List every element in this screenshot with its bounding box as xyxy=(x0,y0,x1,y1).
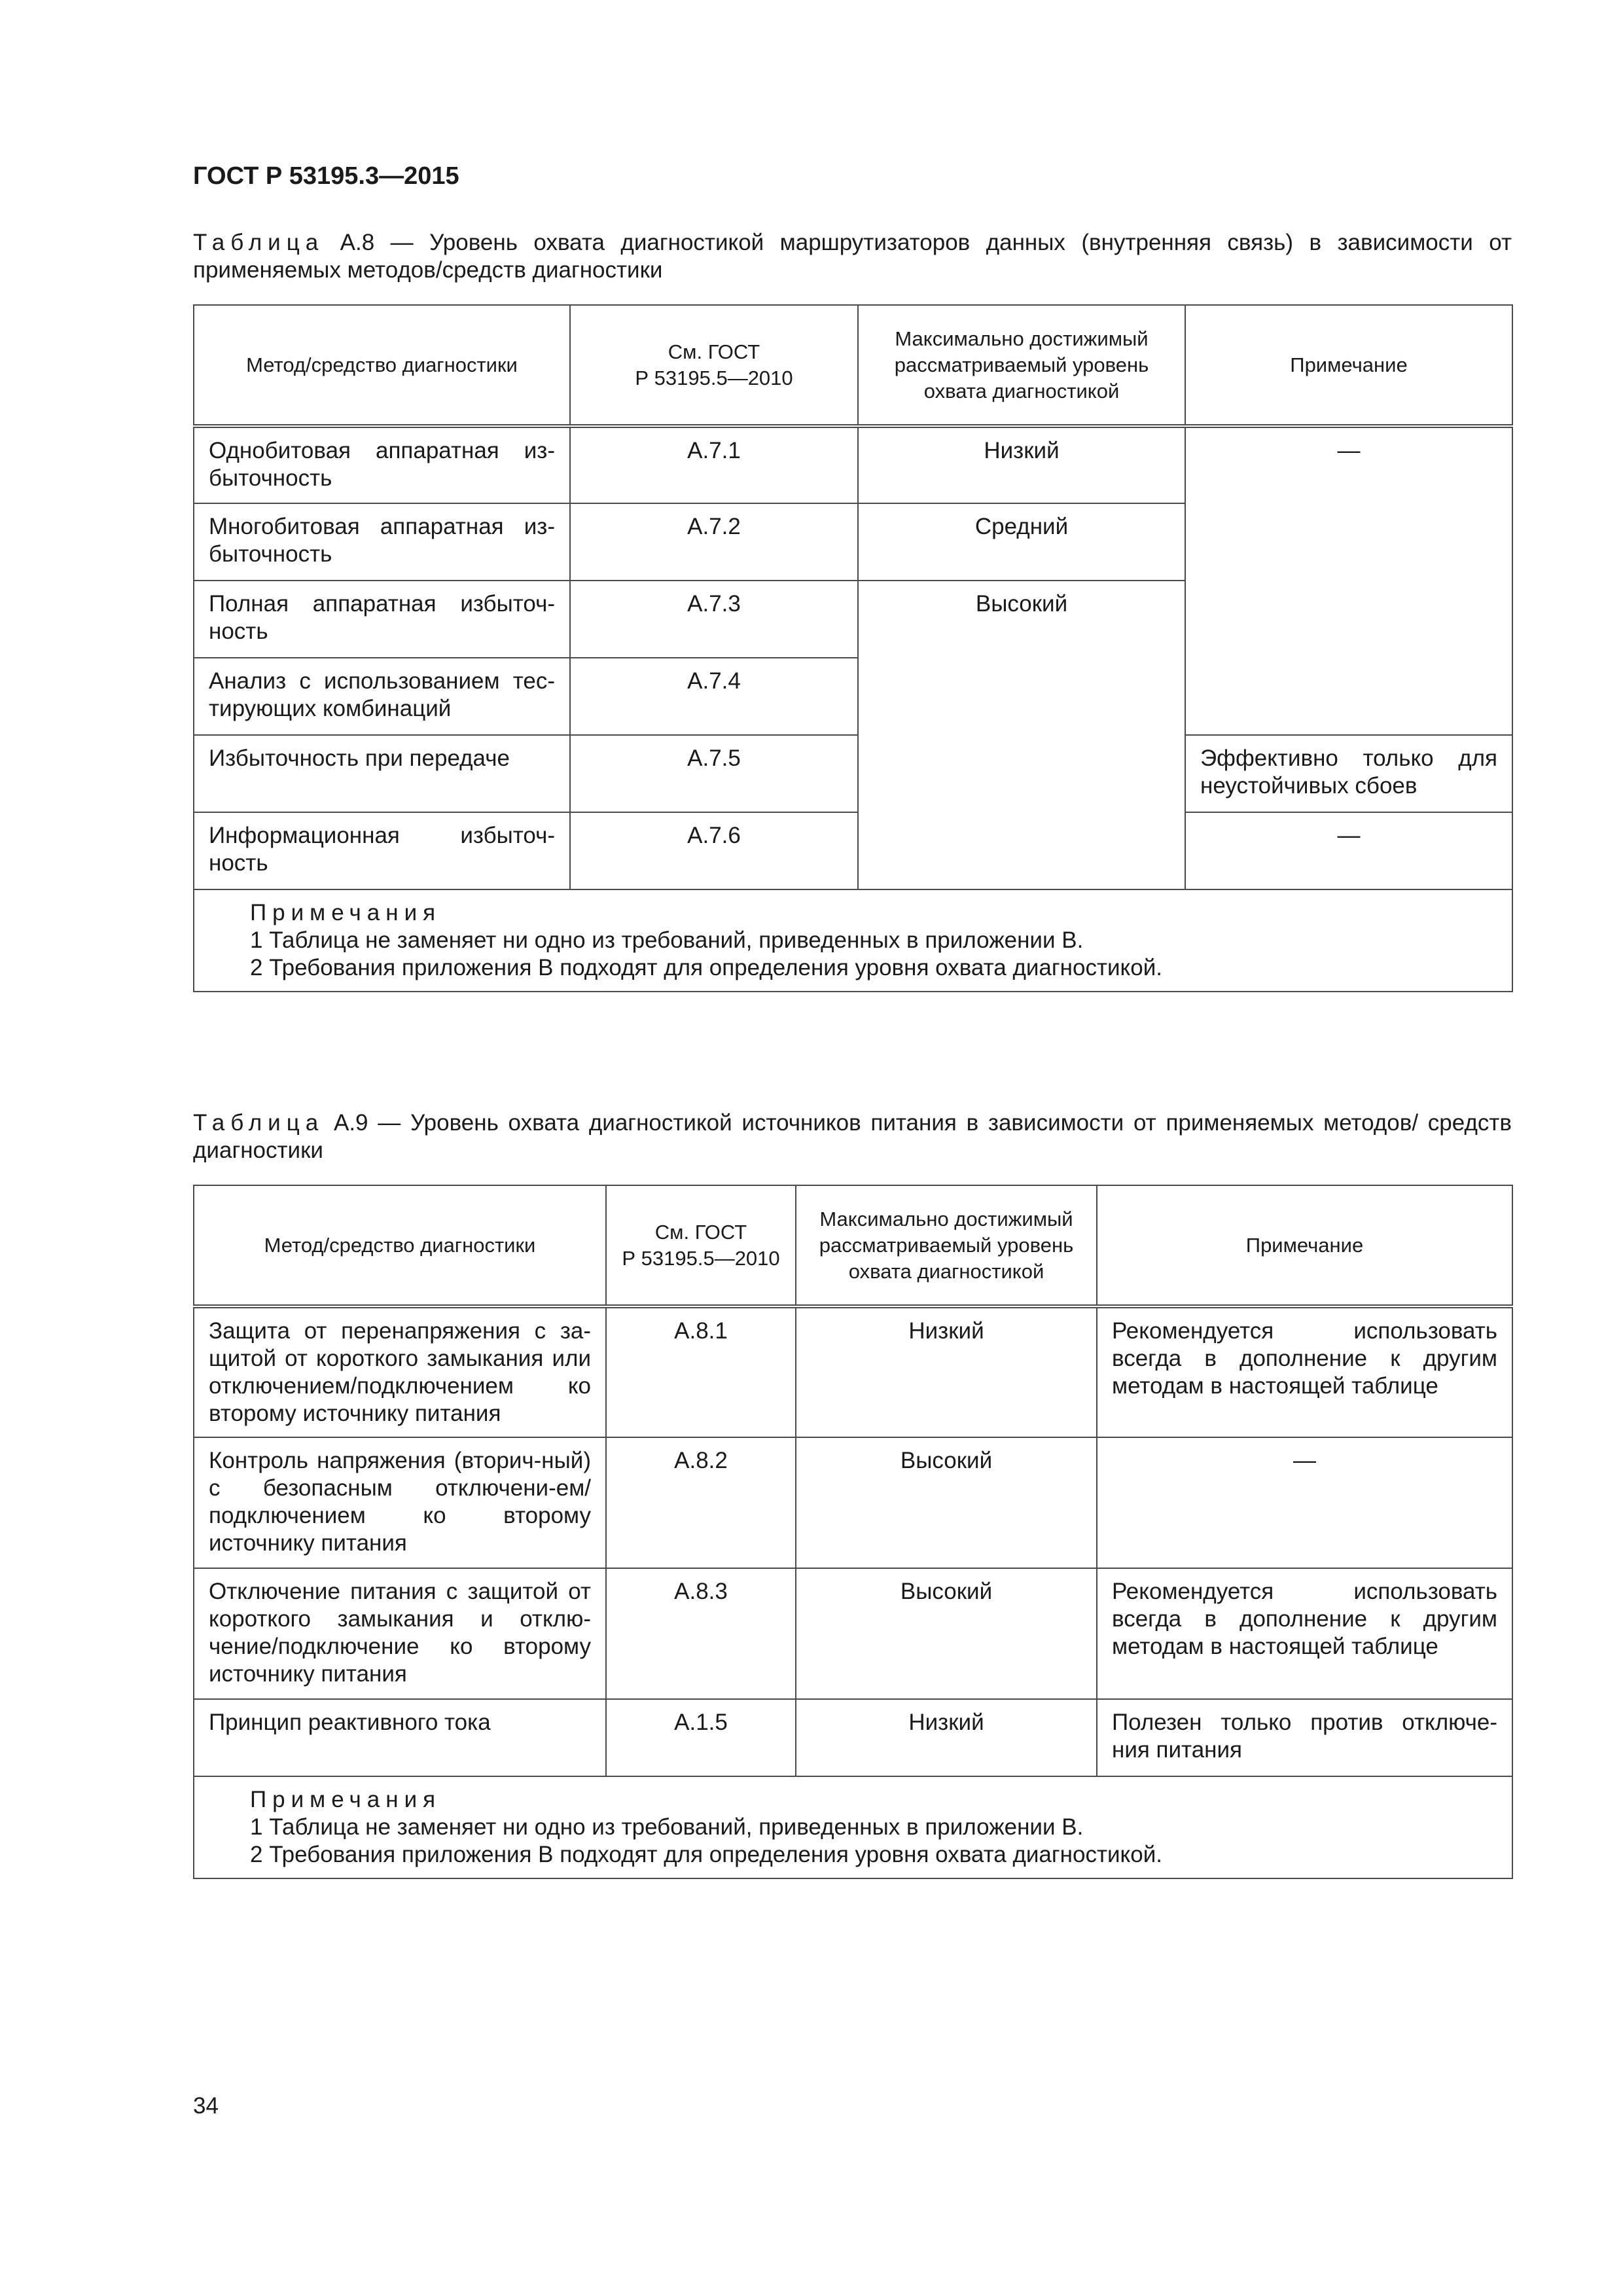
header-note: Примечание xyxy=(1097,1185,1512,1306)
header-ref-line2: Р 53195.5—2010 xyxy=(635,366,793,389)
table-row xyxy=(194,735,1512,812)
note-cell: Эффективно только для неустойчивых сбоев xyxy=(1185,735,1512,812)
table-a8-caption xyxy=(193,229,1512,284)
note-item: 1 Таблица не заменяет ни одно из требований, приведенных в приложении В. xyxy=(250,1814,1084,1840)
note-cell: — xyxy=(1097,1437,1512,1568)
note-cell: — xyxy=(1185,812,1512,889)
table-a8-caption-prefix: Таблица xyxy=(193,230,325,255)
header-ref-line1: См. ГОСТ xyxy=(668,340,760,363)
level-cell: Высокий xyxy=(796,1437,1097,1568)
note-cell-merged-dash: — xyxy=(1185,426,1512,735)
ref-cell: А.8.3 xyxy=(606,1568,796,1699)
standard-header: ГОСТ Р 53195.3—2015 xyxy=(193,162,459,190)
ref-cell: А.8.2 xyxy=(606,1437,796,1568)
table-notes-row xyxy=(194,1776,1512,1878)
header-level: Максимально достижимый рассматриваемый уровень охвата диагностикой xyxy=(796,1185,1097,1306)
note-cell: Рекомендуется использовать всегда в дополнение к другим методам в настоящей таблице xyxy=(1097,1568,1512,1699)
table-row xyxy=(194,1306,1512,1437)
ref-cell: А.1.5 xyxy=(606,1699,796,1776)
table-a8 xyxy=(193,304,1513,992)
method-cell: Полная аппаратная избыточ-ность xyxy=(194,581,570,658)
level-cell: Средний xyxy=(858,503,1185,581)
method-cell: Многобитовая аппаратная из-быточность xyxy=(194,503,570,581)
header-method: Метод/средство диагностики xyxy=(194,305,570,426)
table-row xyxy=(194,1568,1512,1699)
ref-cell: А.8.1 xyxy=(606,1306,796,1437)
table-a8-header-row xyxy=(194,305,1512,426)
table-a9 xyxy=(193,1185,1513,1879)
method-cell: Защита от перенапряжения с за-щитой от короткого замыкания или отключением/подключением ко второму источнику питания xyxy=(194,1306,606,1437)
note-item: 2 Требования приложения В подходят для определения уровня охвата диагностикой. xyxy=(250,955,1162,980)
note-cell: Полезен только против отключе-ния питания xyxy=(1097,1699,1512,1776)
note-item: 2 Требования приложения В подходят для определения уровня охвата диагностикой. xyxy=(250,1842,1162,1867)
header-ref xyxy=(570,305,858,426)
ref-cell: А.7.6 xyxy=(570,812,858,889)
header-level: Максимально достижимый рассматриваемый уровень охвата диагностикой xyxy=(858,305,1185,426)
ref-cell: А.7.1 xyxy=(570,426,858,503)
notes-title: Примечания xyxy=(250,1787,442,1812)
level-cell: Высокий xyxy=(796,1568,1097,1699)
table-a9-header-row xyxy=(194,1185,1512,1306)
ref-cell: А.7.3 xyxy=(570,581,858,658)
ref-cell: А.7.4 xyxy=(570,658,858,735)
header-method: Метод/средство диагностики xyxy=(194,1185,606,1306)
table-a9-caption-text: А.9 — Уровень охвата диагностикой источников питания в зависимости от применяемых методов/ средств диагностики xyxy=(193,1110,1512,1163)
method-cell: Принцип реактивного тока xyxy=(194,1699,606,1776)
ref-cell: А.7.2 xyxy=(570,503,858,581)
header-ref-line1: См. ГОСТ xyxy=(654,1220,747,1244)
table-row xyxy=(194,812,1512,889)
page-number: 34 xyxy=(193,2093,219,2119)
table-a9-caption xyxy=(193,1109,1512,1164)
level-cell: Низкий xyxy=(858,426,1185,503)
method-cell: Анализ с использованием тес-тирующих комбинаций xyxy=(194,658,570,735)
table-row xyxy=(194,426,1512,503)
ref-cell: А.7.5 xyxy=(570,735,858,812)
method-cell: Однобитовая аппаратная из-быточность xyxy=(194,426,570,503)
table-notes xyxy=(194,889,1512,992)
table-row xyxy=(194,1699,1512,1776)
method-cell: Контроль напряжения (вторич-ный) с безопасным отключени-ем/подключением ко второму источнику питания xyxy=(194,1437,606,1568)
level-cell-merged-high: Высокий xyxy=(858,581,1185,889)
notes-title: Примечания xyxy=(250,900,442,925)
level-cell: Низкий xyxy=(796,1306,1097,1437)
note-cell: Рекомендуется использовать всегда в дополнение к другим методам в настоящей таблице xyxy=(1097,1306,1512,1437)
method-cell: Избыточность при передаче xyxy=(194,735,570,812)
table-notes-row xyxy=(194,889,1512,992)
table-a8-caption-text: А.8 — Уровень охвата диагностикой маршрутизаторов данных (внутренняя связь) в зависимости от применяемых методов/средств диагностики xyxy=(193,230,1512,283)
table-notes xyxy=(194,1776,1512,1878)
table-row xyxy=(194,1437,1512,1568)
header-ref-line2: Р 53195.5—2010 xyxy=(622,1246,780,1270)
level-cell: Низкий xyxy=(796,1699,1097,1776)
method-cell: Отключение питания с защитой от короткого замыкания и отклю-чение/подключение ко второму источнику питания xyxy=(194,1568,606,1699)
header-ref xyxy=(606,1185,796,1306)
table-a9-caption-prefix: Таблица xyxy=(193,1110,325,1136)
method-cell: Информационная избыточ-ность xyxy=(194,812,570,889)
header-note: Примечание xyxy=(1185,305,1512,426)
note-item: 1 Таблица не заменяет ни одно из требований, приведенных в приложении В. xyxy=(250,927,1084,953)
